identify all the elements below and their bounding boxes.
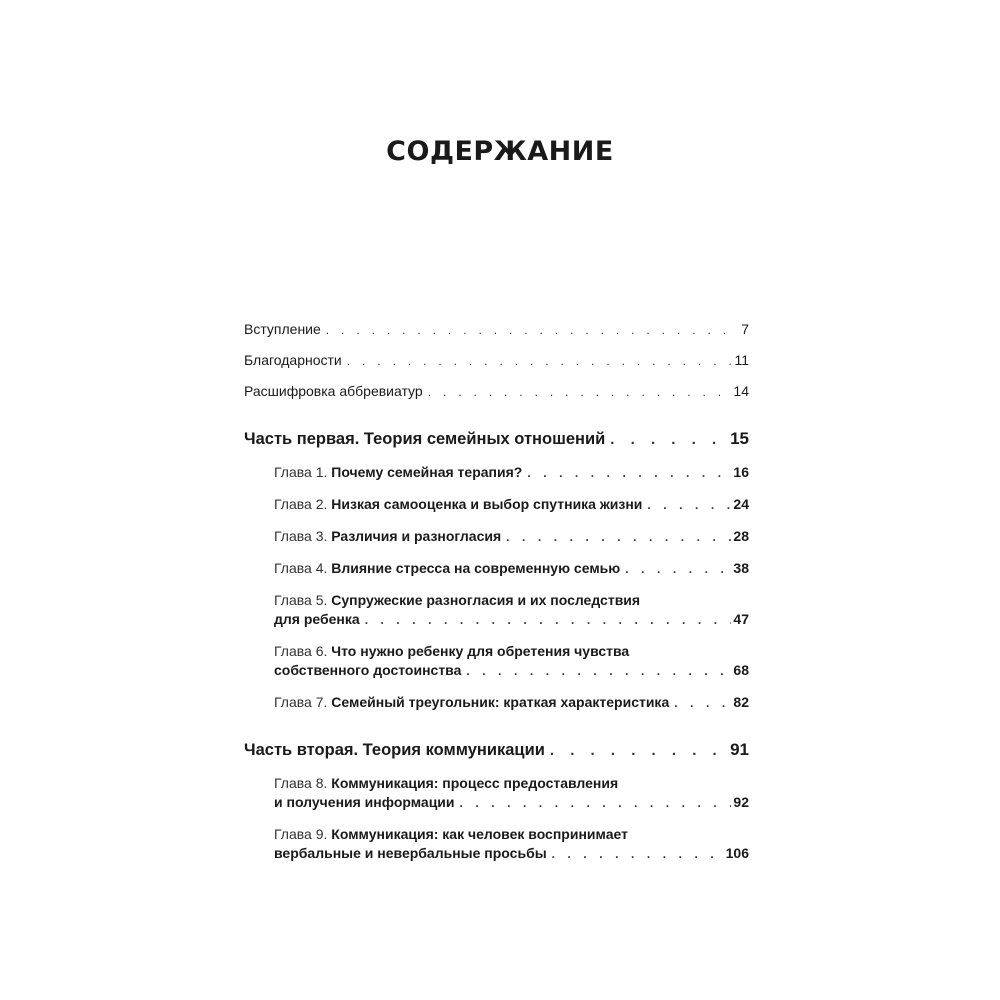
toc-page-number: 68 — [733, 662, 749, 678]
toc-part-title: Часть вторая. Теория коммуникации — [244, 741, 545, 759]
table-of-contents — [244, 320, 749, 876]
toc-page-number: 82 — [733, 694, 749, 710]
toc-entry-title: Вступление — [244, 321, 321, 337]
chapter-title: Почему семейная терапия? — [331, 464, 523, 480]
dot-leader — [552, 845, 724, 864]
toc-page-number: 11 — [734, 352, 749, 368]
dot-leader — [647, 496, 731, 515]
dot-leader — [625, 560, 731, 579]
toc-entry-title: Благодарности — [244, 352, 342, 368]
toc-page-number: 92 — [733, 794, 749, 810]
page-title: СОДЕРЖАНИЕ — [386, 136, 614, 167]
dot-leader — [365, 611, 732, 630]
chapter-title: Различия и разногласия — [331, 528, 502, 544]
toc-chapter-1[interactable] — [244, 463, 749, 483]
chapter-number: Глава 6. — [274, 643, 328, 659]
chapter-title: Коммуникация: процесс предоставления — [331, 775, 619, 791]
dot-leader — [674, 694, 731, 713]
toc-entry-introduction[interactable] — [244, 320, 749, 340]
toc-page-number: 7 — [741, 321, 749, 337]
chapter-number: Глава 7. — [274, 694, 328, 710]
chapter-title: Влияние стресса на современную семью — [331, 560, 621, 576]
toc-part-title: Часть первая. Теория семейных отношений — [244, 430, 606, 448]
toc-entry-title: Расшифровка аббревиатур — [244, 383, 423, 399]
toc-entry-abbreviations[interactable] — [244, 382, 749, 402]
chapter-title: Коммуникация: как человек воспринимает — [331, 826, 628, 842]
toc-chapter-6[interactable] — [244, 642, 749, 681]
dot-leader — [506, 528, 731, 547]
toc-chapter-9[interactable] — [244, 825, 749, 864]
dot-leader — [347, 352, 733, 371]
chapter-title-continuation: и получения информации — [274, 794, 455, 810]
toc-page-number: 15 — [730, 429, 749, 448]
chapter-number: Глава 8. — [274, 775, 328, 791]
toc-part-1[interactable] — [244, 429, 749, 449]
dot-leader — [550, 741, 728, 760]
toc-part-2[interactable] — [244, 740, 749, 760]
chapter-title: Супружеские разногласия и их последствия — [331, 592, 641, 608]
chapter-title: Что нужно ребенку для обретения чувства — [331, 643, 630, 659]
dot-leader — [428, 383, 732, 402]
chapter-title-continuation: вербальные и невербальные просьбы — [274, 845, 547, 861]
toc-chapter-3[interactable] — [244, 527, 749, 547]
dot-leader — [466, 662, 731, 681]
chapter-number: Глава 5. — [274, 592, 328, 608]
dot-leader — [460, 794, 732, 813]
chapter-number: Глава 2. — [274, 496, 328, 512]
toc-page-number: 106 — [725, 845, 749, 861]
dot-leader — [326, 321, 739, 340]
chapter-title: Семейный треугольник: краткая характеристика — [331, 694, 670, 710]
chapter-number: Глава 3. — [274, 528, 328, 544]
toc-entry-acknowledgements[interactable] — [244, 351, 749, 371]
toc-page-number: 24 — [733, 496, 749, 512]
toc-chapter-4[interactable] — [244, 559, 749, 579]
dot-leader — [527, 464, 731, 483]
toc-page-number: 28 — [733, 528, 749, 544]
toc-chapter-8[interactable] — [244, 774, 749, 813]
toc-page-number: 16 — [733, 464, 749, 480]
chapter-number: Глава 9. — [274, 826, 328, 842]
chapter-title-continuation: собственного достоинства — [274, 662, 462, 678]
dot-leader — [610, 430, 728, 449]
chapter-number: Глава 1. — [274, 464, 328, 480]
toc-chapter-5[interactable] — [244, 591, 749, 630]
chapter-number: Глава 4. — [274, 560, 328, 576]
chapter-title-continuation: для ребенка — [274, 611, 360, 627]
toc-page-number: 14 — [733, 383, 749, 399]
toc-page-number: 47 — [733, 611, 749, 627]
toc-chapter-2[interactable] — [244, 495, 749, 515]
toc-page-number: 91 — [730, 740, 749, 759]
chapter-title: Низкая самооценка и выбор спутника жизни — [331, 496, 643, 512]
toc-page-number: 38 — [733, 560, 749, 576]
toc-chapter-7[interactable] — [244, 693, 749, 713]
